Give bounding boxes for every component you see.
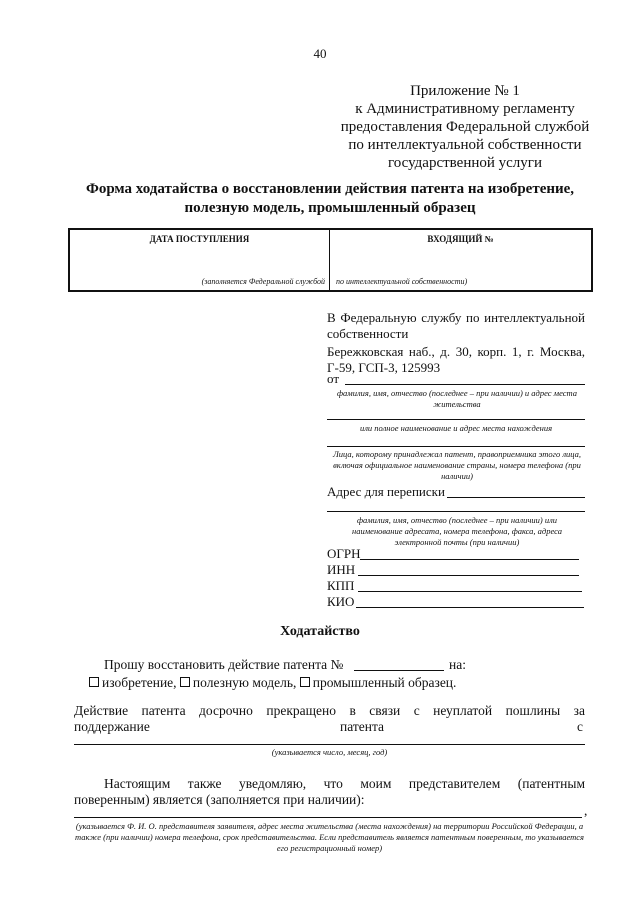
recipient-address: Бережковская наб., д. 30, корп. 1, г. Москва, Г-59, ГСП-3, 125993 <box>327 344 585 375</box>
applicant-field-line[interactable] <box>327 419 585 420</box>
date-received-label: ДАТА ПОСТУПЛЕНИЯ <box>149 234 250 244</box>
checkbox-industrial-design[interactable] <box>300 677 310 687</box>
termination-date-line[interactable] <box>74 744 585 745</box>
ogrn-label: ОГРН <box>327 546 361 561</box>
object-options <box>89 675 456 691</box>
representative-note: (указывается Ф. И. О. представителя заявителя, адрес места жительства (места нахождения) на территории Российской Федерации, а также (при наличии) номера телефона, срок представительства. Если представитель является патентным поверенным, то указывается его регистрационный номер) <box>75 821 584 853</box>
appendix-line: по интеллектуальной собственности <box>348 137 582 153</box>
termination-patent: патента <box>340 719 385 734</box>
appendix-header <box>290 82 640 172</box>
option-utility-model-label: полезную модель, <box>192 675 297 690</box>
representative-line-2: поверенным) является (заполняется при наличии): <box>74 792 365 807</box>
termination-line: Действие патента досрочно прекращено в связи с неуплатой пошлины за <box>74 703 585 718</box>
form-title-line: Форма ходатайства о восстановлении действия патента на изобретение, <box>85 181 575 197</box>
termination-maintenance: поддержание <box>74 719 150 734</box>
form-title <box>40 180 620 218</box>
from-label: от <box>327 371 340 386</box>
correspondence-note: фамилия, имя, отчество (последнее – при наличии) или наименование адресата, номера телефона, факса, адреса электронной почты (при наличии) <box>352 515 562 547</box>
inn-field-line[interactable] <box>358 575 579 576</box>
checkbox-invention[interactable] <box>89 677 99 687</box>
appendix-line: предоставления Федеральной службой <box>340 119 590 135</box>
patent-number-line[interactable] <box>354 670 444 671</box>
date-note: (указывается число, месяц, год) <box>271 747 388 757</box>
option-industrial-design-label: промышленный образец. <box>312 675 457 690</box>
representative-comma: , <box>584 803 588 818</box>
kpp-label: КПП <box>327 578 355 593</box>
box-note-right: по интеллектуальной собственности) <box>336 277 468 286</box>
page-number: 40 <box>313 46 327 61</box>
kio-label: КИО <box>327 594 355 609</box>
kpp-field-line[interactable] <box>358 591 582 592</box>
kio-field-line[interactable] <box>356 607 584 608</box>
inn-label: ИНН <box>327 562 356 577</box>
ogrn-field-line[interactable] <box>360 559 579 560</box>
appendix-line: государственной услуги <box>388 155 542 171</box>
representative-line: Настоящим также уведомляю, что моим представителем (патентным <box>104 776 585 791</box>
form-title-line: полезную модель, промышленный образец <box>184 200 476 216</box>
request-text: Прошу восстановить действие патента № <box>104 657 344 672</box>
correspondence-field-line[interactable] <box>447 497 585 498</box>
termination-from: с <box>577 719 583 734</box>
box-note-left: (заполняется Федеральной службой <box>201 277 325 286</box>
owner-field-line[interactable] <box>327 446 585 447</box>
appendix-line: Приложение № 1 <box>410 83 520 99</box>
applicant-org-note: или полное наименование и адрес места нахождения <box>359 423 553 433</box>
request-on-text: на: <box>449 657 466 672</box>
applicant-name-note: фамилия, имя, отчество (последнее – при наличии) и адрес места жительства <box>337 388 577 409</box>
representative-field-line[interactable] <box>74 817 582 818</box>
correspondence-field-line[interactable] <box>327 511 585 512</box>
option-invention-label: изобретение, <box>102 675 177 690</box>
incoming-number-label: ВХОДЯЩИЙ № <box>427 234 494 244</box>
recipient-name: В Федеральную службу по интеллектуальной собственности <box>327 310 585 341</box>
correspondence-label: Адрес для переписки <box>327 484 445 499</box>
applicant-field-line[interactable] <box>345 384 585 385</box>
registration-box <box>68 228 593 292</box>
appendix-line: к Административному регламенту <box>355 101 575 117</box>
petition-heading: Ходатайство <box>280 624 360 639</box>
checkbox-utility-model[interactable] <box>180 677 190 687</box>
owner-note: Лица, которому принадлежал патент, правоприемника этого лица, включая официальное наименование страны, номера телефона (при наличии) <box>332 449 582 481</box>
